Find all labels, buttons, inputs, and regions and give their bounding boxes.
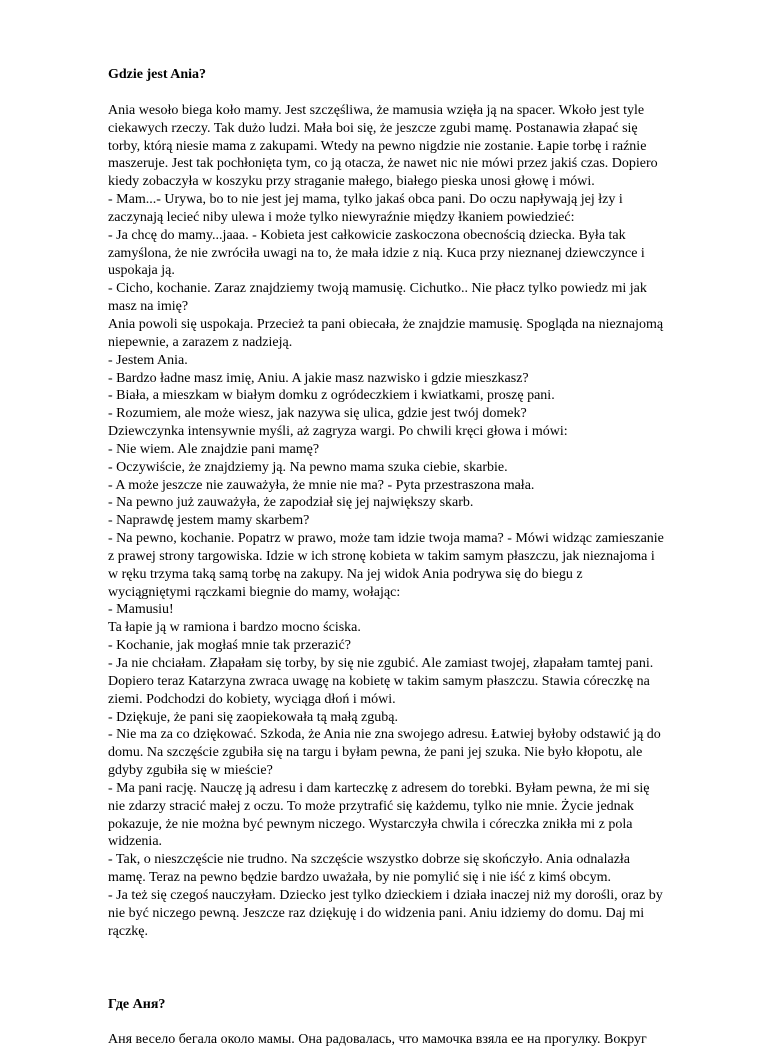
title-polish: Gdzie jest Ania? (108, 67, 206, 82)
paragraph: - A może jeszcze nie zauważyła, że mnie nie ma? - Pyta przestraszona mała. (108, 477, 535, 493)
paragraph: - Mam...- Urywa, bo to nie jest jej mama, tylko jakaś obca pani. Do oczu napływają jej łzy i zaczynają lecieć niby ulewa i może tylko niewyraźnie między łkaniem powiedzieć: (108, 192, 623, 225)
paragraph: - Ja też się czegoś nauczyłam. Dziecko jest tylko dzieckiem i działa inaczej niż my dorośli, oraz by nie być niczego pewną. Jeszcze raz dziękuję i do widzenia pani. Aniu idziemy do domu. Daj mi rączkę. (108, 887, 663, 939)
paragraph: Ania powoli się uspokaja. Przecież ta pani obiecała, że znajdzie mamusię. Spogląda na nieznajomą niepewnie, a zarazem z nadzieją. (108, 316, 664, 350)
paragraph: - Tak, o nieszczęście nie trudno. Na szczęście wszystko dobrze się skończyło. Ania odnalazła mamę. Teraz na pewno będzie bardzo uważała, by nie pomylić się i nie iść z kimś obcym. (108, 852, 631, 886)
paragraph: - Bardzo ładne masz imię, Aniu. A jakie masz nazwisko i gdzie mieszkasz? (108, 370, 529, 386)
paragraph: - Nie ma za co dziękować. Szkoda, że Ania nie zna swojego adresu. Łatwiej byłoby odstawić ją do domu. Na szczęście zgubiła się na targu i byłam pewna, że pani jej szuka. Nie było kłopotu, ale gdyby zgubiła się w mieście? (108, 727, 661, 779)
document-page (108, 66, 666, 1049)
paragraph: - Cicho, kochanie. Zaraz znajdziemy twoją mamusię. Cichutko.. Nie płacz tylko powiedz mi jak masz na imię? (108, 281, 647, 315)
paragraph: - Ja nie chciałam. Złapałam się torby, by się nie zgubić. Ale zamiast twojej, złapałam tamtej pani. Dopiero teraz Katarzyna zwraca uwagę na kobietę w takim samym płaszczu. Stawia córeczkę na ziemi. Podchodzi do kobiety, wyciąga dłoń i mówi. (108, 656, 654, 707)
title-russian: Где Аня? (108, 996, 166, 1012)
paragraph: - Ja chcę do mamy...jaaa. - Kobieta jest całkowicie zaskoczona obecnością dziecka. Była tak zamyślona, że nie zwróciła uwagi na to, że mała idzie z nią. Kuca przy nieznanej dziewczynce i uspokaja ją. (108, 227, 645, 279)
body-polish (108, 102, 666, 941)
paragraph: Ta łapie ją w ramiona i bardzo mocno ściska. (108, 620, 361, 636)
paragraph: - Biała, a mieszkam w białym domku z ogródeczkiem i kwiatkami, proszę pani. (108, 388, 555, 404)
paragraph: Аня весело бегала около мамы. Она радовалась, что мамочка взяла ее на прогулку. Вокруг (108, 1032, 647, 1048)
paragraph: - Ma pani rację. Nauczę ją adresu i dam karteczkę z adresem do torebki. Byłam pewna, że mi się nie zdarzy stracić małej z oczu. To może przytrafić się każdemu, tylko nie mnie. Życie jednak pokazuje, że nie można być pewnym niczego. Wystarczyła chwila i córeczka znikła mi z pola widzenia. (108, 780, 650, 850)
paragraph: - Kochanie, jak mogłaś mnie tak przerazić? (108, 638, 351, 654)
paragraph: - Nie wiem. Ale znajdzie pani mamę? (108, 441, 320, 457)
paragraph: - Naprawdę jestem mamy skarbem? (108, 513, 310, 529)
paragraph: - Jestem Ania. (108, 352, 188, 368)
paragraph: - Na pewno, kochanie. Popatrz w prawo, może tam idzie twoja mama? - Mówi widząc zamieszanie z prawej strony targowiska. Idzie w ich stronę kobieta w takim samym płaszczu, jak nieznajoma i w ręku trzyma taką samą torbę na zakupy. Na jej widok Ania podrywa się do biegu z wyciągniętymi rączkami biegnie do mamy, wołając: (108, 531, 664, 600)
body-russian (108, 1031, 666, 1049)
paragraph: - Rozumiem, ale może wiesz, jak nazywa się ulica, gdzie jest twój domek? (108, 406, 527, 422)
paragraph: - Dziękuje, że pani się zaopiekowała tą małą zgubą. (108, 709, 398, 725)
paragraph: - Mamusiu! (108, 602, 174, 618)
paragraph: Dziewczynka intensywnie myśli, aż zagryza wargi. Po chwili kręci głowa i mówi: (108, 424, 568, 440)
paragraph: - Na pewno już zauważyła, że zapodział się jej największy skarb. (108, 495, 474, 511)
paragraph: - Oczywiście, że znajdziemy ją. Na pewno mama szuka ciebie, skarbie. (108, 459, 508, 475)
paragraph: Ania wesoło biega koło mamy. Jest szczęśliwa, że mamusia wzięła ją na spacer. Wkoło jest tyle ciekawych rzeczy. Tak dużo ludzi. Mała boi się, że jeszcze zgubi mamę. Postanawia złapać się torby, którą niesie mama z zakupami. Wtedy na pewno nigdzie nie zostanie. Łapie torbę i raźnie maszeruje. Jest tak pochłonięta tym, co ją otacza, że nawet nic nie mówi przez jakiś czas. Dopiero kiedy zobaczyła w koszyku przy straganie małego, białego pieska unosi głowę i mówi. (108, 102, 658, 190)
